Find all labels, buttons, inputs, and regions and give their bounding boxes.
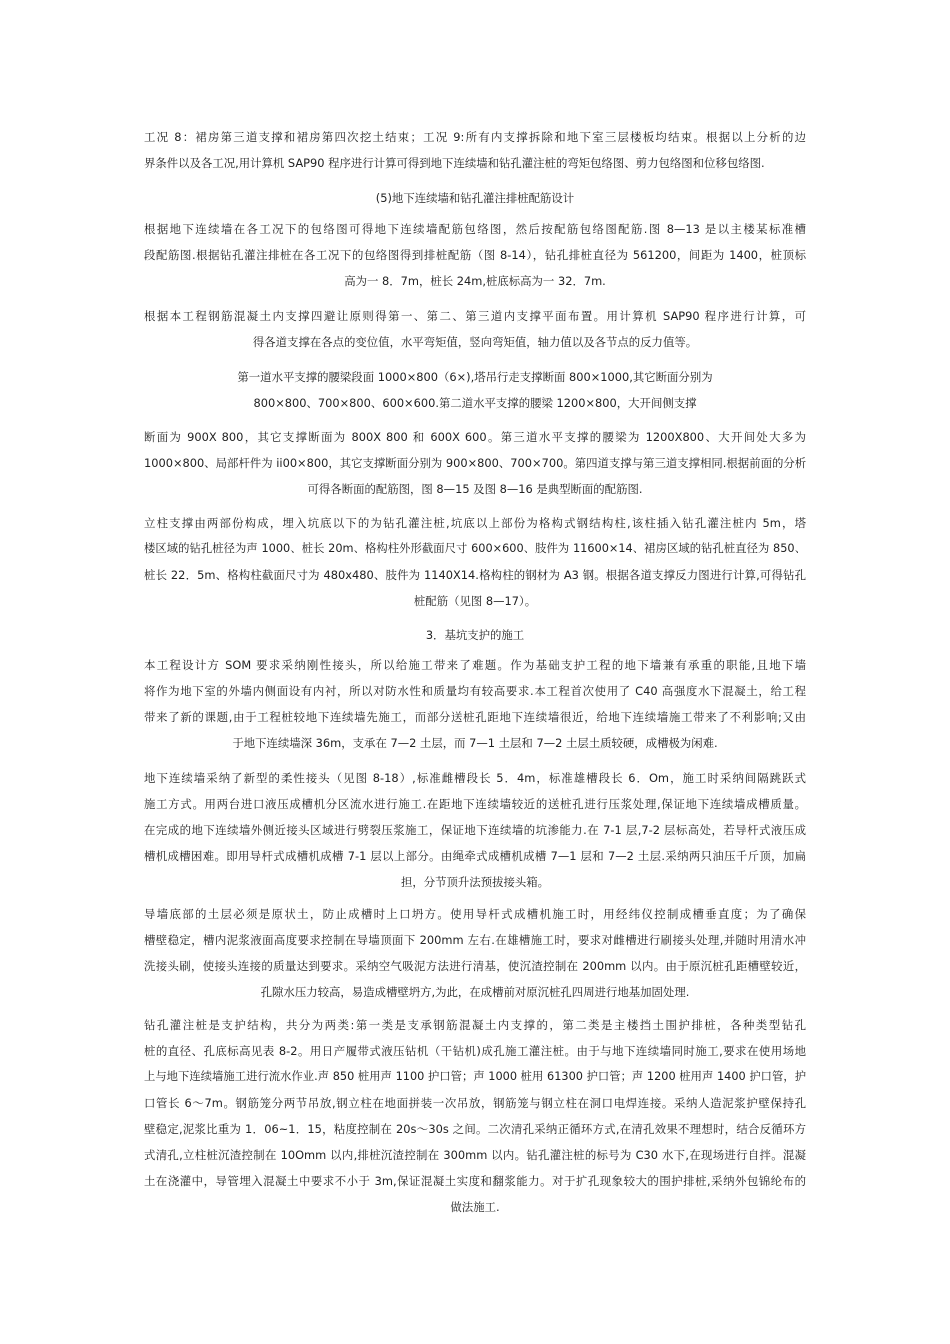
paragraph-support-sections [144,424,806,502]
text-line: 高为一 8．7m，桩长 24m,桩底标高为一 32．7m. [344,274,606,288]
text-line: 导墙底部的土层必须是原状土，防止成槽时上口坍方。使用导杆式成槽机施工时，用经纬仪控制成槽垂直度；为了确保 [144,907,806,921]
text-line: 根据地下连续墙在各工况下的包络图可得地下连续墙配筋包络图，然后按配筋包络图配筋.图 8—13 是以主楼某标准槽 [144,222,806,236]
section-heading: (5)地下连续墙和钻孔灌注排桩配筋设计 [375,191,575,205]
text-line: 钻孔灌注桩是支护结构，共分为两类:第一类是支承钢筋混凝土内支撑的，第二类是主楼挡土围护排桩，各种类型钻孔 [144,1018,806,1032]
paragraph-wall-reinforcement [144,216,806,294]
text-line: 做法施工. [450,1200,500,1214]
text-line: 根据本工程钢筋混凝土内支撑四避让原则得第一、第二、第三道内支撑平面布置。用计算机 SAP90 程序进行计算，可 [144,309,806,323]
text-line: 土在浇灌中，导管埋入混凝土中要求不小于 3m,保证混凝土实度和翻浆能力。对于扩孔现象较大的围护排桩,采纳外包锦纶布的 [144,1174,806,1188]
text-line: 立柱支撑由两部份构成，埋入坑底以下的为钻孔灌注桩,坑底以上部份为格构式钢结构柱,该柱插入钻孔灌注桩内 5m，塔 [144,516,806,530]
text-line: 1000×800、局部杆件为 ii00×800，其它支撑断面分别为 900×800、700×700。第四道支撑与第三道支撑相同.根据前面的分析 [144,456,807,470]
paragraph-guide-wall [144,901,806,1005]
text-line: 界条件以及各工况,用计算机 SAP90 程序进行计算可得到地下连续墙和钻孔灌注桩的弯矩包络图、剪力包络图和位移包络图. [144,156,765,170]
text-line: 槽机成槽困难。即用导杆式成槽机成槽 7-1 层以上部分。由绳牵式成槽机成槽 7—1 层和 7—2 土层.采纳两只油压千斤顶，加扁 [144,849,806,863]
text-line: 在完成的地下连续墙外侧近接头区域进行劈裂压浆施工，保证地下连续墙的坑渗能力.在 7-1 层,7-2 层标高处，若导杆式液压成 [144,823,806,837]
text-line: 槽壁稳定，槽内泥浆液面高度要求控制在导墙顶面下 200mm 左右.在雄槽施工时，要求对雌槽进行刷接头处理,并随时用清水冲 [144,933,806,947]
text-line: 上与地下连续墙施工进行流水作业.声 850 桩用声 1100 护口管；声 1000 桩用 61300 护口管；声 1200 桩用声 1400 护口管，护 [144,1070,806,1083]
paragraph-load-cases [144,124,806,176]
text-line: 口管长 6～7m。钢筋笼分两节吊放,钢立柱在地面拼装一次吊放，钢筋笼与钢立柱在洞口电焊连接。采纳人造泥浆护壁保持孔 [144,1096,806,1110]
text-line: 工况 8：裙房第三道支撑和裙房第四次挖土结束；工况 9:所有内支撑拆除和地下室三层楼板均结束。根据以上分析的边 [144,130,806,144]
section-heading: 3．基坑支护的施工 [425,628,525,642]
text-line: 孔隙水压力较高，易造成槽壁坍方,为此，在成槽前对原沉桩孔四周进行地基加固处理. [260,985,690,999]
text-line: 壁稳定,泥浆比重为 1．06~1．15，粘度控制在 20s～30s 之间。二次清孔采纳正循环方式,在清孔效果不理想时，结合反循环方 [144,1122,806,1136]
text-line: 得各道支撑在各点的变位值，水平弯矩值，竖向弯矩值，轴力值以及各节点的反力值等。 [252,335,698,349]
section-heading-construction [144,622,806,648]
text-line: 桩的直径、孔底标高见表 8-2。用日产履带式液压钻机（干钻机)成孔施工灌注桩。由于与地下连续墙同时施工,要求在使用场地 [144,1044,806,1058]
paragraph-design-requirements [144,652,806,756]
text-line: 第一道水平支撑的腰梁段面 1000×800（6×),塔吊行走支撑断面 800×1000,其它断面分别为 [237,370,713,384]
text-line: 800×800、700×800、600×600.第二道水平支撑的腰梁 1200×800，大开间侧支撑 [253,396,697,410]
paragraph-column-support [144,510,806,614]
text-line: 可得各断面的配筋图，图 8—15 及图 8—16 是典型断面的配筋图. [307,482,643,496]
text-line: 带来了新的课题,由于工程桩较地下连续墙先施工，而部分送桩孔距地下连续墙很近，给地下连续墙施工带来了不利影响;又由 [144,710,806,724]
text-line: 本工程设计方 SOM 要求采纳刚性接头，所以给施工带来了难题。作为基础支护工程的地下墙兼有承重的职能,且地下墙 [144,658,806,672]
text-line: 段配筋图.根据钻孔灌注排桩在各工况下的包络图得到排桩配筋（图 8-14），钻孔排桩直径为 561200，间距为 1400，桩顶标 [144,248,806,262]
text-line: 于地下连续墙深 36m，支承在 7—2 土层，而 7—1 土层和 7—2 土层土质较硬，成槽极为闲难. [232,736,718,750]
paragraph-first-support-sections [144,364,806,416]
text-line: 楼区域的钻孔桩径为声 1000、桩长 20m、格构柱外形截面尺寸 600×600、肢件为 11600×14、裙房区域的钻孔桩直径为 850、 [144,542,806,555]
section-heading-reinforcement-design [144,185,806,211]
paragraph-flexible-joint [144,765,806,895]
text-line: 桩长 22．5m、格构柱截面尺寸为 480x480、肢件为 1140X14.格构柱的钢材为 A3 钢。根据各道支撑反力图进行计算,可得钻孔 [144,568,806,582]
text-line: 式清孔,立柱桩沉渣控制在 10Omm 以内,排桩沉渣控制在 300mm 以内。钻孔灌注桩的标号为 C30 水下,在现场进行自拌。混凝 [144,1148,806,1162]
text-line: 地下连续墙采纳了新型的柔性接头（见图 8-18）,标准雌槽段长 5．4m，标准雄槽段长 6．Om，施工时采纳间隔跳跃式 [144,771,806,785]
text-line: 将作为地下室的外墙内侧面设有内衬，所以对防水性和质量均有较高要求.本工程首次使用了 C40 高强度水下混凝土，给工程 [144,684,806,698]
text-line: 施工方式。用两台进口液压成槽机分区流水进行施工.在距地下连续墙较近的送桩孔进行压浆处理,保证地下连续墙成槽质量。 [144,797,806,811]
text-line: 桩配筋（见图 8—17）。 [413,594,537,608]
text-line: 洗接头刷，使接头连接的质量达到要求。采纳空气吸泥方法进行清基，使沉渣控制在 200mm 以内。由于原沉桩孔距槽壁较近， [144,959,806,973]
text-line: 断面为 900X 800，其它支撑断面为 800X 800 和 600X 600。第三道水平支撑的腰梁为 1200X800、大开间处大多为 [144,430,806,444]
paragraph-bored-piles [144,1012,806,1220]
paragraph-inner-support-calc [144,303,806,355]
text-line: 担，分节顶升法预拔接头箱。 [400,875,550,889]
